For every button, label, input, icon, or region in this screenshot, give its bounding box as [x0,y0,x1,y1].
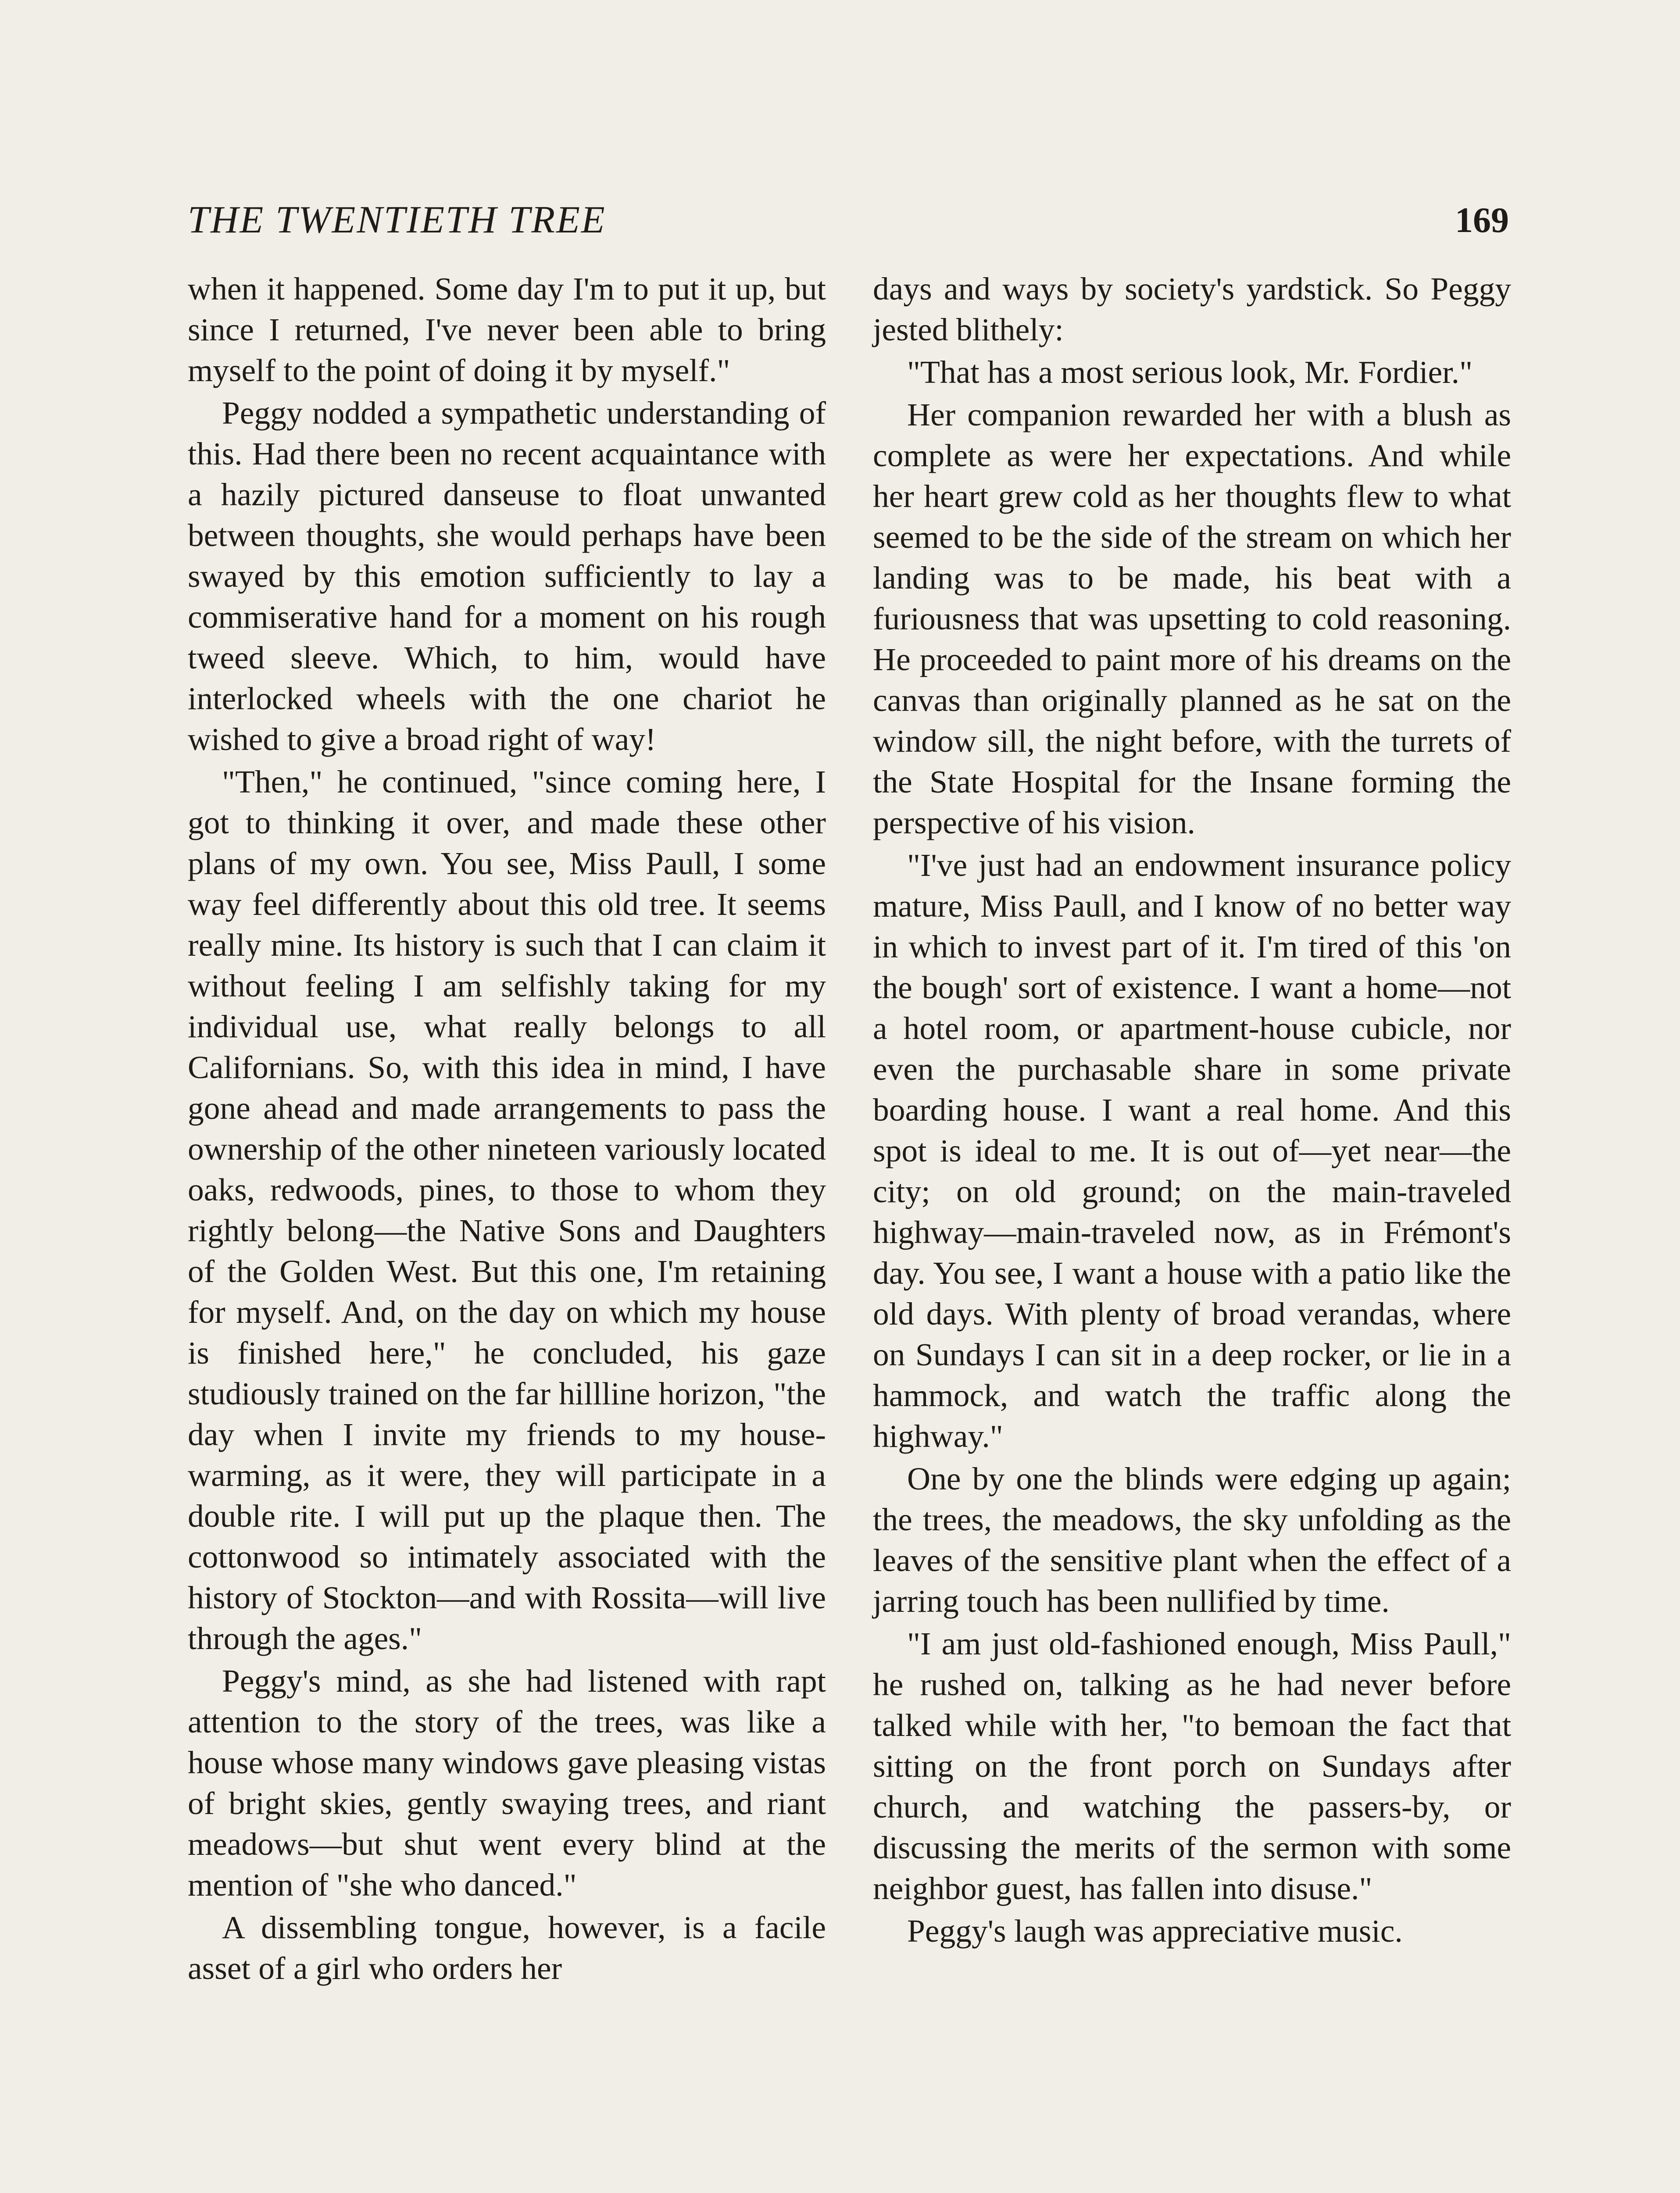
paragraph: Her companion rewarded her with a blush as complete as were her expectations. And while her heart grew cold as her thoughts flew to what seemed to be the side of the stream on which her landing was to be made, his beat with a furiousness that was upsetting to cold reasoning. He proceeded to paint more of his dreams on the canvas than originally planned as he sat on the window sill, the night before, with the turrets of the State Hospital for the Insane forming the perspective of his vision. [873,397,1511,840]
page-number: 169 [1455,200,1509,240]
paragraph: Peggy nodded a sympathetic understanding of this. Had there been no recent acquaintance with a hazily pictured danseuse to float unwanted between thoughts, she would perhaps have been swayed by this emotion sufficiently to lay a commiserative hand for a moment on his rough tweed sleeve. Which, to him, would have interlocked wheels with the one chariot he wished to give a broad right of way! [188,395,826,757]
paragraph: "That has a most serious look, Mr. Fordier." [907,354,1473,390]
running-title: THE TWENTIETH TREE [188,199,606,241]
paragraph: "Then," he continued, "since coming here, I got to thinking it over, and made these other plans of my own. You see, Miss Paull, I some way feel differently about this old tree. It seems really mine. Its history is such that I can claim it without feeling I am selfishly taking for my individual use, what really belongs to all Californians. So, with this idea in mind, I have gone ahead and made arrangements to pass the ownership of the other nineteen variously located oaks, redwoods, pines, to those to whom they rightly belong—the Native Sons and Daughters of the Golden West. But this one, I'm retaining for myself. And, on the day on which my house is finished here," he concluded, his gaze studiously trained on the far hillline horizon, "the day when I invite my friends to my house-warming, as it were, they will participate in a double rite. I will put up the plaque then. The cottonwood so intimately associated with the history of Stockton—and with Rossita—will live through the ages." [188,764,826,1656]
paragraph: Peggy's mind, as she had listened with rapt attention to the story of the trees, was like a house whose many windows gave pleasing vistas of bright skies, gently swaying trees, and riant meadows—but shut went every blind at the mention of "she who danced." [188,1663,826,1903]
paragraph: A dissembling tongue, however, is a facile asset of a girl who orders her [188,1910,826,1986]
paragraph: days and ways by society's yardstick. So Peggy jested blithely: [873,271,1511,347]
paragraph: "I am just old-fashioned enough, Miss Paull," he rushed on, talking as he had never before talked while with her, "to bemoan the fact that sitting on the front porch on Sundays after church, and watching the passers-by, or discussing the merits of the sermon with some neighbor guest, has fallen into disuse." [873,1626,1511,1906]
paragraph: One by one the blinds were edging up again; the trees, the meadows, the sky unfolding as the leaves of the sensitive plant when the effect of a jarring touch has been nullified by time. [873,1461,1511,1619]
left-text-column [188,268,826,1989]
paragraph: when it happened. Some day I'm to put it up, but since I returned, I've never been able to bring myself to the point of doing it by myself." [188,271,826,388]
right-text-column [873,268,1511,1951]
paragraph: "I've just had an endowment insurance policy mature, Miss Paull, and I know of no better way in which to invest part of it. I'm tired of this 'on the bough' sort of existence. I want a home—not a hotel room, or apartment-house cubicle, nor even the purchasable share in some private boarding house. I want a real home. And this spot is ideal to me. It is out of—yet near—the city; on old ground; on the main-traveled highway—main-traveled now, as in Frémont's day. You see, I want a house with a patio like the old days. With plenty of broad verandas, where on Sundays I can sit in a deep rocker, or lie in a hammock, and watch the traffic along the highway." [873,847,1511,1454]
paragraph: Peggy's laugh was appreciative music. [907,1913,1403,1949]
